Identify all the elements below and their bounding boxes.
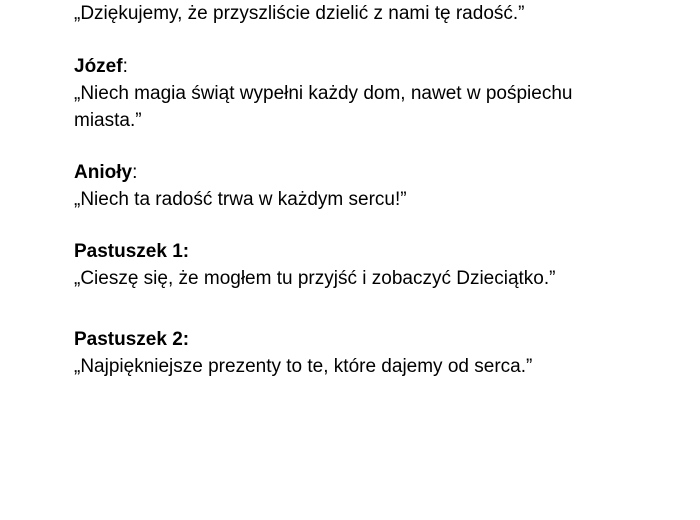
speaker-name: Pastuszek 2: <box>74 329 190 350</box>
quote-line: „Najpiękniejsze prezenty to te, które dajemy od serca.” <box>74 356 533 377</box>
speaker-line <box>74 326 634 353</box>
quote-line: „Niech ta radość trwa w każdym sercu!” <box>74 189 407 210</box>
dialogue-block-anioly <box>74 159 634 213</box>
dialogue-block-pastuszek-1 <box>74 238 634 292</box>
speaker-colon: : <box>132 162 138 183</box>
opening-quote <box>74 0 634 27</box>
speaker-name: Józef <box>74 56 123 77</box>
speaker-colon: : <box>122 56 128 77</box>
quote-line: „Cieszę się, że mogłem tu przyjść i zobaczyć Dzieciątko.” <box>74 268 556 289</box>
speaker-line <box>74 53 634 80</box>
dialogue-block-pastuszek-2 <box>74 326 634 380</box>
quote-line: miasta.” <box>74 110 142 131</box>
speaker-name: Pastuszek 1: <box>74 241 190 262</box>
dialogue-block-jozef <box>74 53 634 134</box>
speaker-name: Anioły <box>74 162 133 183</box>
speaker-line <box>74 159 634 186</box>
quote-line: „Niech magia świąt wypełni każdy dom, nawet w pośpiechu <box>74 83 573 104</box>
speaker-line <box>74 238 634 265</box>
quote-line: „Dziękujemy, że przyszliście dzielić z nami tę radość.” <box>74 3 525 24</box>
